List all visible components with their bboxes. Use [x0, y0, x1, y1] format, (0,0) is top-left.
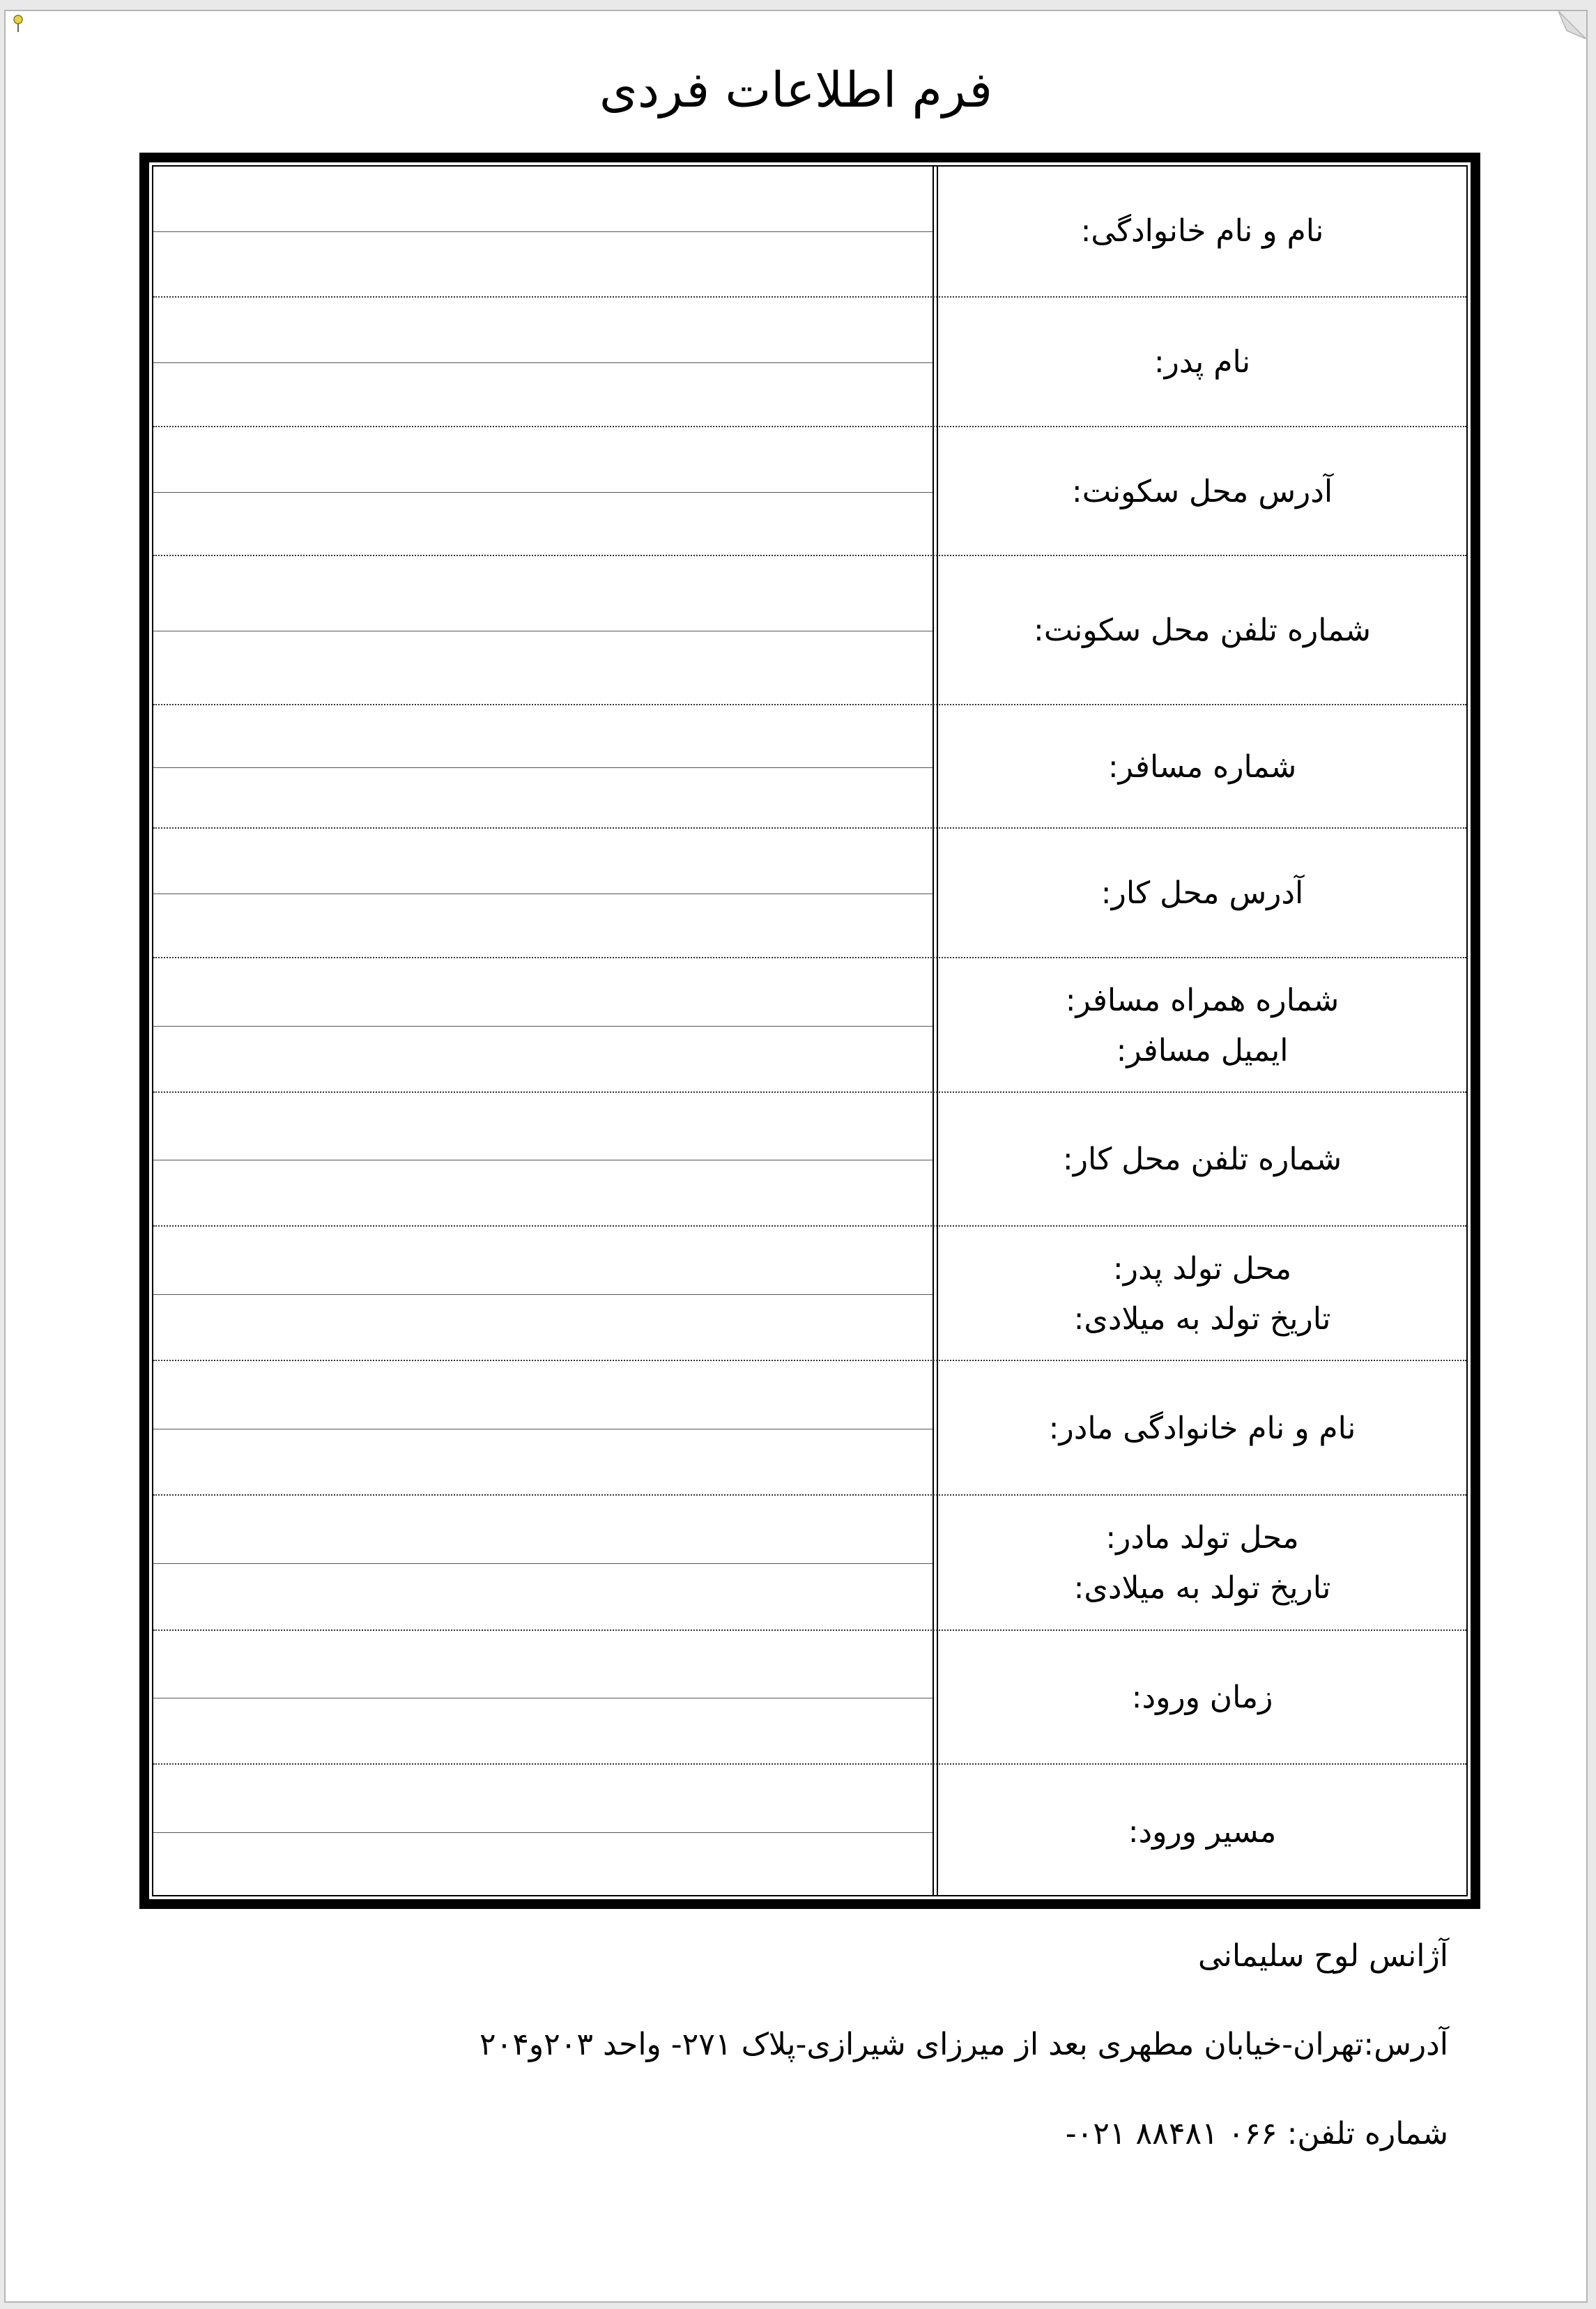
field-label: شماره تلفن محل کار:: [1062, 1142, 1342, 1177]
form-row: [153, 426, 1466, 556]
agency-name: آژانس لوح سلیمانی: [1197, 1938, 1448, 1974]
document-page: [4, 10, 1588, 2303]
form-row: [153, 1494, 1466, 1631]
form-row: [153, 827, 1466, 958]
field-label-cell: [938, 829, 1466, 958]
field-label: محل تولد مادر:: [1105, 1520, 1299, 1556]
field-label: ایمیل مسافر:: [1116, 1032, 1289, 1068]
field-label-cell: [938, 1631, 1466, 1765]
entry-line: [153, 767, 933, 768]
form-row: [153, 555, 1466, 705]
form-row: [153, 1629, 1466, 1765]
pushpin-icon: [11, 14, 25, 33]
field-label-cell: [938, 1227, 1466, 1361]
field-label: نام و نام خانوادگی:: [1080, 213, 1324, 249]
form-row: [153, 296, 1466, 427]
field-label: آدرس محل کار:: [1100, 875, 1304, 911]
field-label: نام پدر:: [1153, 344, 1251, 380]
agency-phone: شماره تلفن: ۰۶۶ ۸۸۴۸۱ ۰۲۱-: [1065, 2116, 1448, 2151]
field-label: شماره تلفن محل سکونت:: [1034, 613, 1371, 648]
entry-line: [153, 362, 933, 363]
entry-line: [153, 1832, 933, 1833]
field-label: شماره مسافر:: [1107, 749, 1297, 785]
agency-address: آدرس:تهران-خیابان مطهری بعد از میرزای شیرازی-پلاک ۲۷۱- واحد ۲۰۳و۲۰۴: [479, 2027, 1448, 2062]
field-label: آدرس محل سکونت:: [1071, 473, 1333, 509]
field-label: شماره همراه مسافر:: [1065, 982, 1340, 1018]
field-label: تاریخ تولد به میلادی:: [1073, 1570, 1331, 1606]
field-label-cell: [938, 167, 1466, 296]
entry-line: [153, 1294, 933, 1295]
field-label-cell: [938, 1765, 1466, 1899]
field-label-cell: [938, 427, 1466, 556]
field-label: تاریخ تولد به میلادی:: [1073, 1301, 1331, 1337]
info-form-table: [139, 153, 1480, 1909]
form-row: [153, 1763, 1466, 1899]
field-label-cell: [938, 1093, 1466, 1227]
field-label-cell: [938, 1496, 1466, 1631]
form-row: [153, 1225, 1466, 1361]
field-label: محل تولد پدر:: [1112, 1250, 1292, 1287]
entry-line: [153, 1563, 933, 1564]
entry-line: [153, 492, 933, 493]
entry-line: [153, 893, 933, 894]
field-label-cell: [938, 705, 1466, 829]
form-row: [153, 1091, 1466, 1227]
form-row: [153, 167, 1466, 296]
field-label-cell: [938, 298, 1466, 427]
page-fold-icon: [1558, 11, 1586, 39]
field-label-cell: [938, 1361, 1466, 1496]
form-row: [153, 957, 1466, 1093]
field-label: نام و نام خانوادگی مادر:: [1048, 1410, 1356, 1446]
field-label: مسیر ورود:: [1128, 1813, 1277, 1850]
form-row: [153, 1360, 1466, 1496]
form-row: [153, 704, 1466, 829]
field-label: زمان ورود:: [1131, 1680, 1273, 1715]
field-label-cell: [938, 556, 1466, 705]
entry-line: [153, 1026, 933, 1027]
entry-line: [153, 231, 933, 232]
page-title: فرم اطلاعات فردی: [599, 61, 992, 118]
field-label-cell: [938, 958, 1466, 1093]
